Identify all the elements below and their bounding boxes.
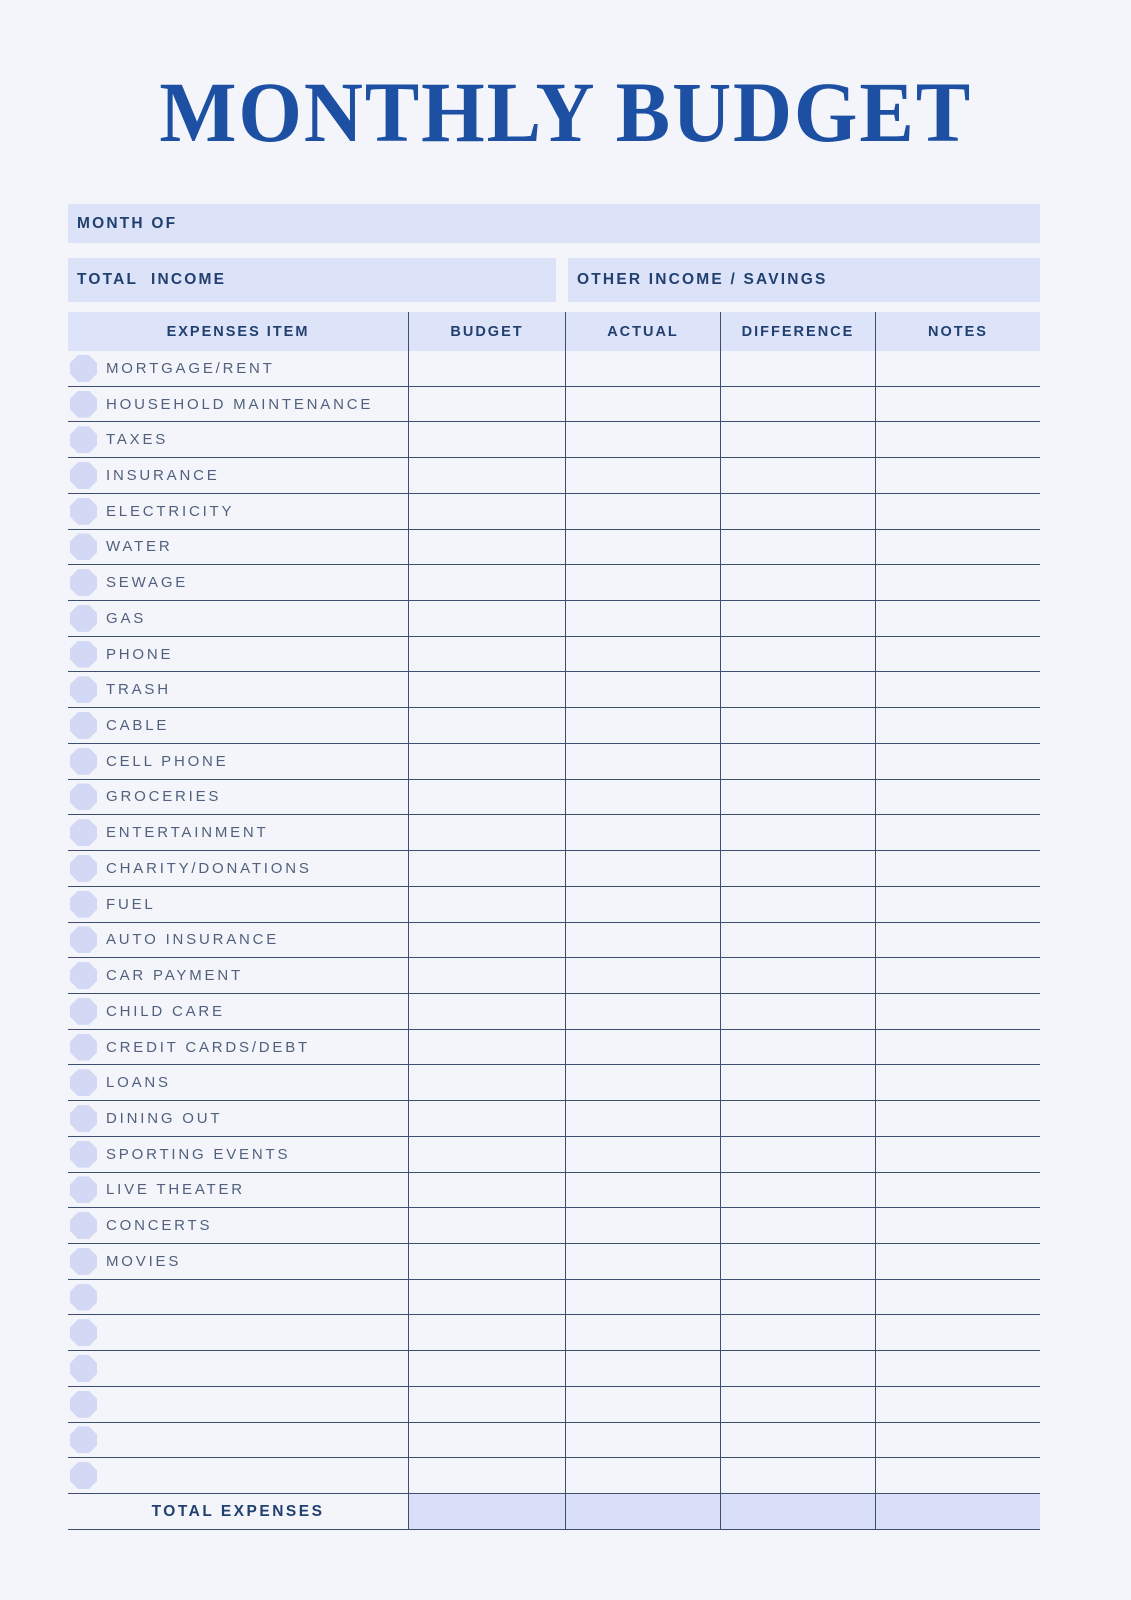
- budget-cell[interactable]: [408, 923, 565, 958]
- difference-cell[interactable]: [720, 780, 875, 815]
- actual-cell[interactable]: [565, 815, 720, 850]
- budget-cell[interactable]: [408, 744, 565, 779]
- actual-cell[interactable]: [565, 672, 720, 707]
- table-row: [68, 958, 1040, 994]
- difference-cell[interactable]: [720, 1030, 875, 1065]
- other-income-savings-label: OTHER INCOME / SAVINGS: [577, 271, 828, 288]
- difference-cell[interactable]: [720, 1387, 875, 1422]
- expense-item-label: CAR PAYMENT: [106, 967, 243, 985]
- bullet-icon: [70, 426, 97, 453]
- difference-cell[interactable]: [720, 458, 875, 493]
- total-expenses-label-cell: [68, 1494, 408, 1529]
- expense-item-cell: [68, 672, 408, 707]
- expense-item-cell: [68, 530, 408, 565]
- budget-cell[interactable]: [408, 637, 565, 672]
- expense-item-cell: [68, 387, 408, 422]
- expenses-table: [68, 312, 1040, 1530]
- table-row: [68, 994, 1040, 1030]
- bullet-icon: [70, 783, 97, 810]
- difference-cell[interactable]: [720, 1315, 875, 1350]
- budget-cell[interactable]: [408, 851, 565, 886]
- notes-cell[interactable]: [875, 994, 1040, 1029]
- budget-cell[interactable]: [408, 1137, 565, 1172]
- table-row: [68, 1244, 1040, 1280]
- budget-cell[interactable]: [408, 351, 565, 386]
- actual-cell[interactable]: [565, 708, 720, 743]
- notes-cell[interactable]: [875, 1315, 1040, 1350]
- notes-cell[interactable]: [875, 923, 1040, 958]
- expense-item-label: WATER: [106, 538, 173, 556]
- bullet-icon: [70, 569, 97, 596]
- notes-cell[interactable]: [875, 422, 1040, 457]
- expense-item-cell: [68, 1208, 408, 1243]
- table-row: [68, 1173, 1040, 1209]
- budget-cell[interactable]: [408, 1065, 565, 1100]
- expense-item-cell: [68, 744, 408, 779]
- expense-item-label: CHARITY/DONATIONS: [106, 859, 312, 877]
- difference-cell[interactable]: [720, 1244, 875, 1279]
- budget-cell[interactable]: [408, 1244, 565, 1279]
- table-row: [68, 815, 1040, 851]
- total-income-label: TOTAL INCOME: [77, 271, 227, 288]
- table-row: [68, 1065, 1040, 1101]
- expense-item-cell: [68, 1030, 408, 1065]
- notes-cell[interactable]: [875, 672, 1040, 707]
- notes-cell[interactable]: [875, 565, 1040, 600]
- actual-cell[interactable]: [565, 1173, 720, 1208]
- difference-cell[interactable]: [720, 1208, 875, 1243]
- expense-item-cell: [68, 494, 408, 529]
- actual-cell[interactable]: [565, 494, 720, 529]
- table-row: [68, 1387, 1040, 1423]
- table-row: [68, 1315, 1040, 1351]
- bullet-icon: [70, 712, 97, 739]
- table-row: [68, 672, 1040, 708]
- table-row: [68, 1030, 1040, 1066]
- other-income-savings-field[interactable]: [568, 258, 1040, 302]
- actual-cell[interactable]: [565, 1458, 720, 1493]
- bullet-icon: [70, 748, 97, 775]
- actual-cell[interactable]: [565, 565, 720, 600]
- expense-item-cell: [68, 958, 408, 993]
- difference-cell[interactable]: [720, 637, 875, 672]
- actual-cell[interactable]: [565, 994, 720, 1029]
- actual-cell[interactable]: [565, 1280, 720, 1315]
- expense-item-label: ELECTRICITY: [106, 502, 235, 520]
- budget-cell[interactable]: [408, 1101, 565, 1136]
- total-actual-cell[interactable]: [565, 1494, 720, 1529]
- bullet-icon: [70, 1284, 97, 1311]
- expense-item-cell: [68, 887, 408, 922]
- expense-item-label: AUTO INSURANCE: [106, 931, 280, 949]
- bullet-icon: [70, 1319, 97, 1346]
- table-row: [68, 708, 1040, 744]
- actual-cell[interactable]: [565, 923, 720, 958]
- total-notes-cell[interactable]: [875, 1494, 1040, 1529]
- actual-cell[interactable]: [565, 1351, 720, 1386]
- notes-cell[interactable]: [875, 387, 1040, 422]
- table-row: [68, 494, 1040, 530]
- difference-cell[interactable]: [720, 565, 875, 600]
- budget-cell[interactable]: [408, 672, 565, 707]
- expense-item-cell: [68, 708, 408, 743]
- table-row: [68, 780, 1040, 816]
- difference-cell[interactable]: [720, 815, 875, 850]
- notes-cell[interactable]: [875, 1244, 1040, 1279]
- budget-cell[interactable]: [408, 601, 565, 636]
- header-actual-label: ACTUAL: [607, 323, 679, 340]
- budget-cell[interactable]: [408, 1208, 565, 1243]
- header-budget-label: BUDGET: [450, 323, 524, 340]
- budget-cell[interactable]: [408, 1387, 565, 1422]
- actual-cell[interactable]: [565, 387, 720, 422]
- difference-cell[interactable]: [720, 994, 875, 1029]
- budget-cell[interactable]: [408, 1173, 565, 1208]
- actual-cell[interactable]: [565, 1423, 720, 1458]
- budget-cell[interactable]: [408, 1423, 565, 1458]
- total-difference-cell[interactable]: [720, 1494, 875, 1529]
- notes-cell[interactable]: [875, 1065, 1040, 1100]
- bullet-icon: [70, 533, 97, 560]
- difference-cell[interactable]: [720, 494, 875, 529]
- bullet-icon: [70, 1462, 97, 1489]
- header-expenses-item-label: EXPENSES ITEM: [166, 323, 310, 340]
- bullet-icon: [70, 819, 97, 846]
- expense-item-label: CREDIT CARDS/DEBT: [106, 1038, 311, 1056]
- page-title-wrap: [0, 62, 1131, 162]
- total-expenses-label: TOTAL EXPENSES: [151, 1502, 325, 1520]
- bullet-icon: [70, 1248, 97, 1275]
- difference-cell[interactable]: [720, 1458, 875, 1493]
- bullet-icon: [70, 605, 97, 632]
- notes-cell[interactable]: [875, 601, 1040, 636]
- difference-cell[interactable]: [720, 530, 875, 565]
- bullet-icon: [70, 355, 97, 382]
- difference-cell[interactable]: [720, 744, 875, 779]
- actual-cell[interactable]: [565, 887, 720, 922]
- expense-item-cell: [68, 601, 408, 636]
- expense-item-label: TRASH: [106, 681, 171, 699]
- bullet-icon: [70, 1355, 97, 1382]
- budget-cell[interactable]: [408, 530, 565, 565]
- expense-item-label: ENTERTAINMENT: [106, 824, 269, 842]
- table-row: [68, 422, 1040, 458]
- expense-item-cell: [68, 1315, 408, 1350]
- notes-cell[interactable]: [875, 1387, 1040, 1422]
- expense-item-label: GROCERIES: [106, 788, 222, 806]
- header-budget: [408, 312, 565, 351]
- expense-item-label: PHONE: [106, 645, 174, 663]
- page-title: MONTHLY BUDGET: [159, 64, 972, 160]
- table-row: [68, 458, 1040, 494]
- budget-cell[interactable]: [408, 887, 565, 922]
- bullet-icon: [70, 1212, 97, 1239]
- expense-item-cell: [68, 1065, 408, 1100]
- expense-item-cell: [68, 1137, 408, 1172]
- notes-cell[interactable]: [875, 1208, 1040, 1243]
- difference-cell[interactable]: [720, 1173, 875, 1208]
- difference-cell[interactable]: [720, 708, 875, 743]
- notes-cell[interactable]: [875, 780, 1040, 815]
- bullet-icon: [70, 676, 97, 703]
- actual-cell[interactable]: [565, 1244, 720, 1279]
- actual-cell[interactable]: [565, 422, 720, 457]
- expense-item-cell: [68, 1423, 408, 1458]
- expense-item-label: MORTGAGE/RENT: [106, 359, 275, 377]
- bullet-icon: [70, 498, 97, 525]
- bullet-icon: [70, 1141, 97, 1168]
- table-row: [68, 1351, 1040, 1387]
- notes-cell[interactable]: [875, 1030, 1040, 1065]
- budget-cell[interactable]: [408, 1458, 565, 1493]
- expense-item-cell: [68, 815, 408, 850]
- expense-item-cell: [68, 637, 408, 672]
- table-row: [68, 1280, 1040, 1316]
- table-row: [68, 565, 1040, 601]
- bullet-icon: [70, 462, 97, 489]
- expense-item-label: DINING OUT: [106, 1109, 223, 1127]
- bullet-icon: [70, 391, 97, 418]
- header-notes-label: NOTES: [928, 323, 988, 340]
- difference-cell[interactable]: [720, 601, 875, 636]
- expense-item-cell: [68, 1244, 408, 1279]
- notes-cell[interactable]: [875, 815, 1040, 850]
- budget-cell[interactable]: [408, 387, 565, 422]
- table-row: [68, 637, 1040, 673]
- bullet-icon: [70, 1426, 97, 1453]
- budget-cell[interactable]: [408, 422, 565, 457]
- expense-item-label: TAXES: [106, 431, 169, 449]
- actual-cell[interactable]: [565, 601, 720, 636]
- actual-cell[interactable]: [565, 1137, 720, 1172]
- header-difference-label: DIFFERENCE: [741, 323, 855, 340]
- month-of-field[interactable]: [68, 204, 1040, 243]
- actual-cell[interactable]: [565, 530, 720, 565]
- notes-cell[interactable]: [875, 851, 1040, 886]
- expense-item-label: LIVE THEATER: [106, 1181, 245, 1199]
- month-of-label: MONTH OF: [77, 214, 178, 232]
- notes-cell[interactable]: [875, 1280, 1040, 1315]
- notes-cell[interactable]: [875, 351, 1040, 386]
- expense-item-label: SPORTING EVENTS: [106, 1145, 291, 1163]
- budget-cell[interactable]: [408, 1351, 565, 1386]
- header-expenses-item: [68, 312, 408, 351]
- actual-cell[interactable]: [565, 458, 720, 493]
- budget-cell[interactable]: [408, 1030, 565, 1065]
- expense-item-cell: [68, 351, 408, 386]
- expense-item-label: CELL PHONE: [106, 752, 229, 770]
- actual-cell[interactable]: [565, 851, 720, 886]
- expense-rows: [68, 351, 1040, 1494]
- table-row: [68, 923, 1040, 959]
- expense-item-cell: [68, 1387, 408, 1422]
- expense-item-label: CHILD CARE: [106, 1002, 225, 1020]
- budget-cell[interactable]: [408, 458, 565, 493]
- difference-cell[interactable]: [720, 1423, 875, 1458]
- difference-cell[interactable]: [720, 351, 875, 386]
- expense-item-cell: [68, 1280, 408, 1315]
- difference-cell[interactable]: [720, 958, 875, 993]
- bullet-icon: [70, 1176, 97, 1203]
- bullet-icon: [70, 641, 97, 668]
- actual-cell[interactable]: [565, 351, 720, 386]
- actual-cell[interactable]: [565, 744, 720, 779]
- actual-cell[interactable]: [565, 958, 720, 993]
- expense-item-label: INSURANCE: [106, 467, 220, 485]
- actual-cell[interactable]: [565, 780, 720, 815]
- total-income-field[interactable]: [68, 258, 556, 302]
- table-row: [68, 601, 1040, 637]
- total-budget-cell[interactable]: [408, 1494, 565, 1529]
- budget-cell[interactable]: [408, 1315, 565, 1350]
- expense-item-cell: [68, 1351, 408, 1386]
- bullet-icon: [70, 962, 97, 989]
- expense-item-label: FUEL: [106, 895, 156, 913]
- actual-cell[interactable]: [565, 1101, 720, 1136]
- expense-item-cell: [68, 1173, 408, 1208]
- notes-cell[interactable]: [875, 1137, 1040, 1172]
- difference-cell[interactable]: [720, 923, 875, 958]
- expense-item-label: SEWAGE: [106, 574, 189, 592]
- expense-item-cell: [68, 422, 408, 457]
- bullet-icon: [70, 1034, 97, 1061]
- notes-cell[interactable]: [875, 530, 1040, 565]
- actual-cell[interactable]: [565, 1315, 720, 1350]
- table-header-row: [68, 312, 1040, 351]
- table-row: [68, 1458, 1040, 1494]
- table-row: [68, 1101, 1040, 1137]
- table-row: [68, 351, 1040, 387]
- notes-cell[interactable]: [875, 1351, 1040, 1386]
- expense-item-cell: [68, 780, 408, 815]
- table-row: [68, 1137, 1040, 1173]
- budget-cell[interactable]: [408, 1280, 565, 1315]
- bullet-icon: [70, 855, 97, 882]
- expense-item-label: LOANS: [106, 1074, 171, 1092]
- budget-cell[interactable]: [408, 494, 565, 529]
- difference-cell[interactable]: [720, 1351, 875, 1386]
- bullet-icon: [70, 998, 97, 1025]
- table-row: [68, 1423, 1040, 1459]
- notes-cell[interactable]: [875, 708, 1040, 743]
- table-row: [68, 887, 1040, 923]
- notes-cell[interactable]: [875, 1173, 1040, 1208]
- notes-cell[interactable]: [875, 744, 1040, 779]
- notes-cell[interactable]: [875, 1458, 1040, 1493]
- expense-item-cell: [68, 994, 408, 1029]
- table-row: [68, 744, 1040, 780]
- bullet-icon: [70, 926, 97, 953]
- expense-item-cell: [68, 851, 408, 886]
- notes-cell[interactable]: [875, 887, 1040, 922]
- header-actual: [565, 312, 720, 351]
- budget-cell[interactable]: [408, 958, 565, 993]
- table-row: [68, 530, 1040, 566]
- actual-cell[interactable]: [565, 1387, 720, 1422]
- difference-cell[interactable]: [720, 851, 875, 886]
- expense-item-label: MOVIES: [106, 1252, 182, 1270]
- table-row: [68, 387, 1040, 423]
- difference-cell[interactable]: [720, 387, 875, 422]
- notes-cell[interactable]: [875, 637, 1040, 672]
- difference-cell[interactable]: [720, 1280, 875, 1315]
- notes-cell[interactable]: [875, 1423, 1040, 1458]
- difference-cell[interactable]: [720, 672, 875, 707]
- expense-item-label: CONCERTS: [106, 1217, 213, 1235]
- difference-cell[interactable]: [720, 887, 875, 922]
- table-row: [68, 1208, 1040, 1244]
- actual-cell[interactable]: [565, 637, 720, 672]
- expense-item-cell: [68, 1101, 408, 1136]
- difference-cell[interactable]: [720, 1065, 875, 1100]
- bullet-icon: [70, 1069, 97, 1096]
- expense-item-label: GAS: [106, 609, 147, 627]
- notes-cell[interactable]: [875, 494, 1040, 529]
- total-expenses-row: [68, 1494, 1040, 1530]
- table-row: [68, 851, 1040, 887]
- expense-item-cell: [68, 458, 408, 493]
- notes-cell[interactable]: [875, 958, 1040, 993]
- difference-cell[interactable]: [720, 422, 875, 457]
- budget-cell[interactable]: [408, 708, 565, 743]
- actual-cell[interactable]: [565, 1030, 720, 1065]
- expense-item-cell: [68, 923, 408, 958]
- header-difference: [720, 312, 875, 351]
- expense-item-label: HOUSEHOLD MAINTENANCE: [106, 395, 374, 413]
- expense-item-label: CABLE: [106, 717, 170, 735]
- bullet-icon: [70, 1105, 97, 1132]
- difference-cell[interactable]: [720, 1137, 875, 1172]
- budget-cell[interactable]: [408, 565, 565, 600]
- budget-cell[interactable]: [408, 815, 565, 850]
- actual-cell[interactable]: [565, 1208, 720, 1243]
- notes-cell[interactable]: [875, 1101, 1040, 1136]
- actual-cell[interactable]: [565, 1065, 720, 1100]
- expense-item-cell: [68, 1458, 408, 1493]
- notes-cell[interactable]: [875, 458, 1040, 493]
- bullet-icon: [70, 1391, 97, 1418]
- bullet-icon: [70, 891, 97, 918]
- difference-cell[interactable]: [720, 1101, 875, 1136]
- header-notes: [875, 312, 1040, 351]
- budget-cell[interactable]: [408, 780, 565, 815]
- budget-cell[interactable]: [408, 994, 565, 1029]
- expense-item-cell: [68, 565, 408, 600]
